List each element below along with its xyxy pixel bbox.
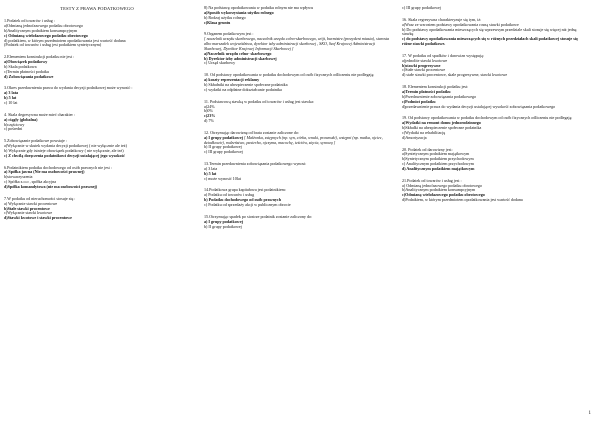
column-2 [204, 6, 390, 236]
question-block [402, 148, 588, 172]
answer-option-text: b) Podatku dochodowego od osób prawnych [204, 197, 282, 203]
question-block [4, 19, 190, 48]
answer-option-text: d)Amortyzacja [402, 134, 427, 140]
question-block [204, 32, 390, 66]
answer-option [402, 167, 588, 172]
document-title: TESTY Z PRAWA PODATKOWEGO [60, 6, 134, 11]
question-text: 1.Podatek od towarów i usług : [4, 18, 55, 24]
question-text: 6.Podatnikiem podatku dochodowego od osób prawnych nie jest : [4, 164, 112, 170]
question-text: 4. Skala degresywna może mieć charakter : [4, 111, 76, 117]
answer-option-text: c)Termin płatności podatku [4, 68, 49, 74]
answer-option-text: b) 5 lat [204, 170, 217, 176]
answer-option-text: [ naczelnik urzędu skarbowego, naczelnik urzędu celno-skarbowego, wójt, burmistrz (prezydent miasta), starosta albo marszałek województwa, dyrektor izby administracji skarbowej , SKO, Szef Krajowej Administracji Skarbowej, Dyrektor Krajowej Informacji Skarbowej ] [204, 36, 390, 51]
column-1 [4, 6, 190, 228]
answer-option-text: d)Stawki kwotowe i stawki procentowe [4, 215, 72, 221]
answer-option-text: d) Zobowiązania podatkowe [4, 73, 54, 79]
question-text: 13.Termin przedawnienia zobowiązania podatkowego wynosi: [204, 161, 307, 167]
question-block [4, 55, 190, 79]
question-block [402, 6, 588, 11]
answer-option-text: a) Podatku od towarów i usług [204, 192, 255, 198]
answer-option-text: b)Syntetycznym podatkiem przychodowym [402, 156, 474, 162]
answer-option-text: b)Składki na ubezpieczenie społeczne podatnika [402, 125, 482, 131]
answer-option-text: a) ciągły (globalna) [4, 116, 38, 122]
answer-option-text: b) II grupy podatkowej [204, 223, 242, 229]
answer-option-text: c) wydatki na odpłatne dokształcanie podatnika [204, 86, 282, 92]
answer-option [402, 136, 588, 141]
answer-option-text: b)Analitycznym podatkiem konsumpcyjnym [402, 187, 476, 193]
answer-option-text: b)Przedawnienie zobowiązania podatkowego [402, 93, 477, 99]
answer-option-text: b)stowarzyszenia [4, 174, 33, 180]
question-text: 21.Podatek od towarów i usług jest : [402, 177, 462, 183]
question-text: 14.Podatkowa grupa kapitałowa jest podatnikiem: [204, 187, 286, 193]
answer-option-text: b) Dyrektor izby administracji skarbowej [204, 55, 277, 61]
question-block [204, 6, 390, 25]
question-block [204, 131, 390, 155]
answer-option-text: c) do podstawy opodatkowania mieszczących się w różnych przedziałach skali podatkowej stosuje się różne stawki podatkowe. [402, 36, 578, 47]
answer-option-text: a) Odmianą jednofazowego podatku obrotowego [402, 182, 483, 188]
answer-option-text: a)jednolite stawki kwotowe [402, 57, 448, 63]
answer-option [204, 177, 390, 182]
question-block [4, 113, 190, 132]
answer-option-text: b)Stałe stawki procentowe [4, 205, 50, 211]
answer-option-text: a) 3 lata [204, 165, 218, 171]
answer-option-text: b) Wyłącznie gdy istnieje obowiązek podatkowy ( nie wyłącznie, ale też) [4, 147, 124, 153]
column-3 [402, 6, 588, 210]
question-text: 10. Od podstawy opodatkowania w podatku dochodowym od osób fizycznych odliczeniu nie podlegają: [204, 72, 375, 78]
answer-option-text: a)Sposób wykorzystania użytku rolnego [204, 9, 274, 15]
answer-option [4, 185, 190, 190]
question-block [204, 73, 390, 92]
answer-option-text: c) Spółka z.o.o , spółka akcyjna [4, 179, 57, 185]
answer-option-text: b) 5 lat [4, 95, 17, 101]
question-block [204, 100, 390, 124]
answer-option-text: d)przedawnienie prawa do wydania decyzji ustalającej wysokość zobowiązania podatkowego [402, 103, 556, 109]
answer-option-text: c)Podmiot podatku [402, 98, 436, 104]
answer-option-text: c) może wynosić 10lat [204, 175, 241, 181]
question-block [204, 162, 390, 181]
answer-option-note: [ Małżonka, zstępnych (np. syn, córka, wnuki, prawnuki), wstępni (np. matka, ojciec, dziadkowie), rodzeństwo, pasierba, ojczyma, macochę, teściów, zięcia, synową ] [204, 134, 383, 145]
answer-option-text: d)Podatkiem, w którym przedmiotem opodatkowania jest wartość dodana [402, 197, 523, 203]
answer-option-text: a) koszty reprezentacji reklamy [204, 77, 260, 83]
answer-option [204, 203, 390, 208]
question-block [402, 18, 588, 47]
question-block [4, 139, 190, 158]
question-block [402, 85, 588, 109]
answer-option-text: b)Analitycznym podatkiem konsumpcyjnym [4, 27, 78, 33]
question-block [402, 179, 588, 203]
question-text: 17. W podatku od spadków i darowizn występują: [402, 52, 484, 58]
answer-option-text: a)Obowiązek podatkowy [4, 59, 48, 65]
question-block [4, 86, 190, 105]
answer-option-text: c)Odmianą wielofazowego podatku obrotowego [402, 192, 485, 198]
answer-option-text: c) Urząd skarbowy [204, 60, 236, 66]
answer-option-text: b) Skala podatkowa [4, 63, 37, 69]
answer-option [204, 119, 390, 124]
question-text: 15.Otrzymując spadek po siostrze podatnik zostanie zaliczony do: [204, 213, 313, 219]
question-text: 20. Podatek od darowizny jest: [402, 146, 453, 152]
answer-option-text: b) II grupy podatkowej [204, 144, 242, 150]
answer-option-text: c)Klasa gruntu [204, 19, 231, 25]
answer-option-text: a)Naczelnik urzędu celno- skarbowego [204, 50, 272, 56]
answer-option [402, 105, 588, 110]
answer-option-text: b)stawki progresywne [402, 62, 441, 68]
page-number: 1 [588, 411, 591, 416]
answer-option-text: a)Syntetycznym podatkiem majątkowym [402, 151, 470, 157]
question-text: 5.Zobowiązanie podatkowe powstaje : [4, 138, 67, 144]
answer-option [4, 43, 190, 48]
answer-option-text: a)Wyłącznie w skutek wydania decyzji podatkowej ( nie wyłącznie ale też) [4, 143, 127, 149]
answer-option-text: d)Spółka komandytowa (nie ma osobowości prawnej) [4, 183, 98, 189]
answer-option-text: c) pośredni [4, 126, 23, 132]
question-text: 18. Elementem konstrukcji podatku jest: [402, 84, 469, 90]
question-block [4, 166, 190, 190]
answer-option-text: a) Wyłącznie stawki procentowe [4, 200, 58, 206]
answer-option [204, 61, 390, 66]
answer-option-text: b) Składniki na ubezpieczenie społeczne podatnika [204, 81, 288, 87]
answer-option-text: c)23% [204, 113, 216, 119]
answer-option-text: b) Do podstawy opodatkowania mieszczących się wprzewsym przedziale skali stosuje się więcej niż jedną stawkę [402, 26, 577, 37]
answer-option-text: d) podatkiem, w którym przedmiotem opodatkowania jest wartość dodana [4, 37, 126, 43]
answer-option [4, 127, 190, 132]
answer-option-text: c) III grupy podatkowej [204, 149, 243, 155]
question-text: 12. Otrzymując darowiznę od brata zostanie zaliczone do: [204, 129, 300, 135]
answer-option-text: a)24% [204, 103, 215, 109]
answer-option-text: a)Odmianą jednofazowego podatku obrotowego [4, 23, 84, 29]
answer-option-text: c)Wydatki na rehabilitację [402, 129, 446, 135]
question-block [204, 188, 390, 207]
answer-option-text: a)Wraz ze wzrostem podstawy opodatkowania rosną stawki podatkowe [402, 21, 519, 27]
answer-option-text: d) Analitycznym podatkiem majątkowym [402, 165, 475, 171]
question-text: 3.Okres przedawnienia prawa do wydania decyzji podatkowej może wynosić : [4, 85, 133, 91]
answer-option [204, 150, 390, 155]
question-block [402, 116, 588, 140]
answer-option [204, 21, 390, 26]
answer-option-text: a) I grupy podatkowej [204, 218, 244, 224]
answer-option-text: c) 10 lat [4, 100, 18, 106]
question-text: 16. Skala regresywna charakteryzuje się tym, iż: [402, 16, 482, 22]
answer-option-text: b) Rodzaj użytku rolnego [204, 14, 246, 20]
question-text: 11. Podstawową stawką w podatku od towarów i usług jest stawka: [204, 98, 315, 104]
answer-option-text: d) 7% [204, 118, 214, 124]
answer-option [204, 88, 390, 93]
answer-option-text: c) Analitycznym podatkiem przychodowym [402, 161, 474, 167]
question-block [204, 215, 390, 230]
answer-option-text: a) Spółka jawna (Nie ma osobowości prawnej) [4, 169, 85, 175]
answer-option [402, 6, 588, 11]
answer-option [204, 225, 390, 230]
answer-option-text: c)Wyłącznie stawki kwotowe [4, 210, 53, 216]
answer-option-text: b)częściowy [4, 121, 25, 127]
answer-option-text: b)0% [204, 108, 213, 114]
answer-option [4, 154, 190, 159]
answer-option-text: c) Z chwilą doręczenia podatnikowi decyzji ustalającej jego wysokość [4, 152, 125, 158]
answer-option-text: c)Stałe stawki procentowe [402, 67, 446, 73]
answer-option [402, 198, 588, 203]
question-text: 9.Organem podatkowym jest : [204, 31, 254, 37]
answer-option-text: c) Odmianą wielofazowego podatku obrotowego [4, 32, 88, 38]
answer-option [4, 216, 190, 221]
question-block [402, 54, 588, 78]
answer-option-text: a)Termin płatności podatku [402, 88, 451, 94]
question-text: 8) Na podstawę opodatkowania w podatku rolnym nie ma wpływu [204, 5, 314, 10]
answer-option-text: a) 3 lata [4, 90, 19, 96]
answer-option-text: (Podatek od towarów i usług jest podatkiem syntetycznym) [4, 42, 102, 48]
answer-option [204, 37, 390, 52]
question-text: 19. Od podstawy opodatkowania w podatku dochodowym od osób fizycznych odliczeniu nie podlegają: [402, 115, 573, 121]
answer-option [4, 75, 190, 80]
question-block [4, 197, 190, 221]
answer-option-text: a)Wydatki na remont domu jednorodzinnego [402, 120, 481, 126]
answer-option [402, 73, 588, 78]
answer-option [4, 101, 190, 106]
answer-option-text: d) stałe stawki procentowe, skale progresywne, stawki kwotowe [402, 72, 508, 78]
question-text: 7.W podatku od nieruchomości stosuje się : [4, 195, 76, 201]
answer-option-text: c) III grupy podatkowej [402, 5, 441, 10]
answer-option [402, 37, 588, 47]
answer-option-text: c) Podatku od sprzedaży akcji w publicznym obrocie [204, 202, 291, 207]
answer-option-text: a) I grupy podatkowej [204, 134, 244, 140]
question-text: 2.Elementem konstrukcji podatku nie jest : [4, 54, 75, 60]
